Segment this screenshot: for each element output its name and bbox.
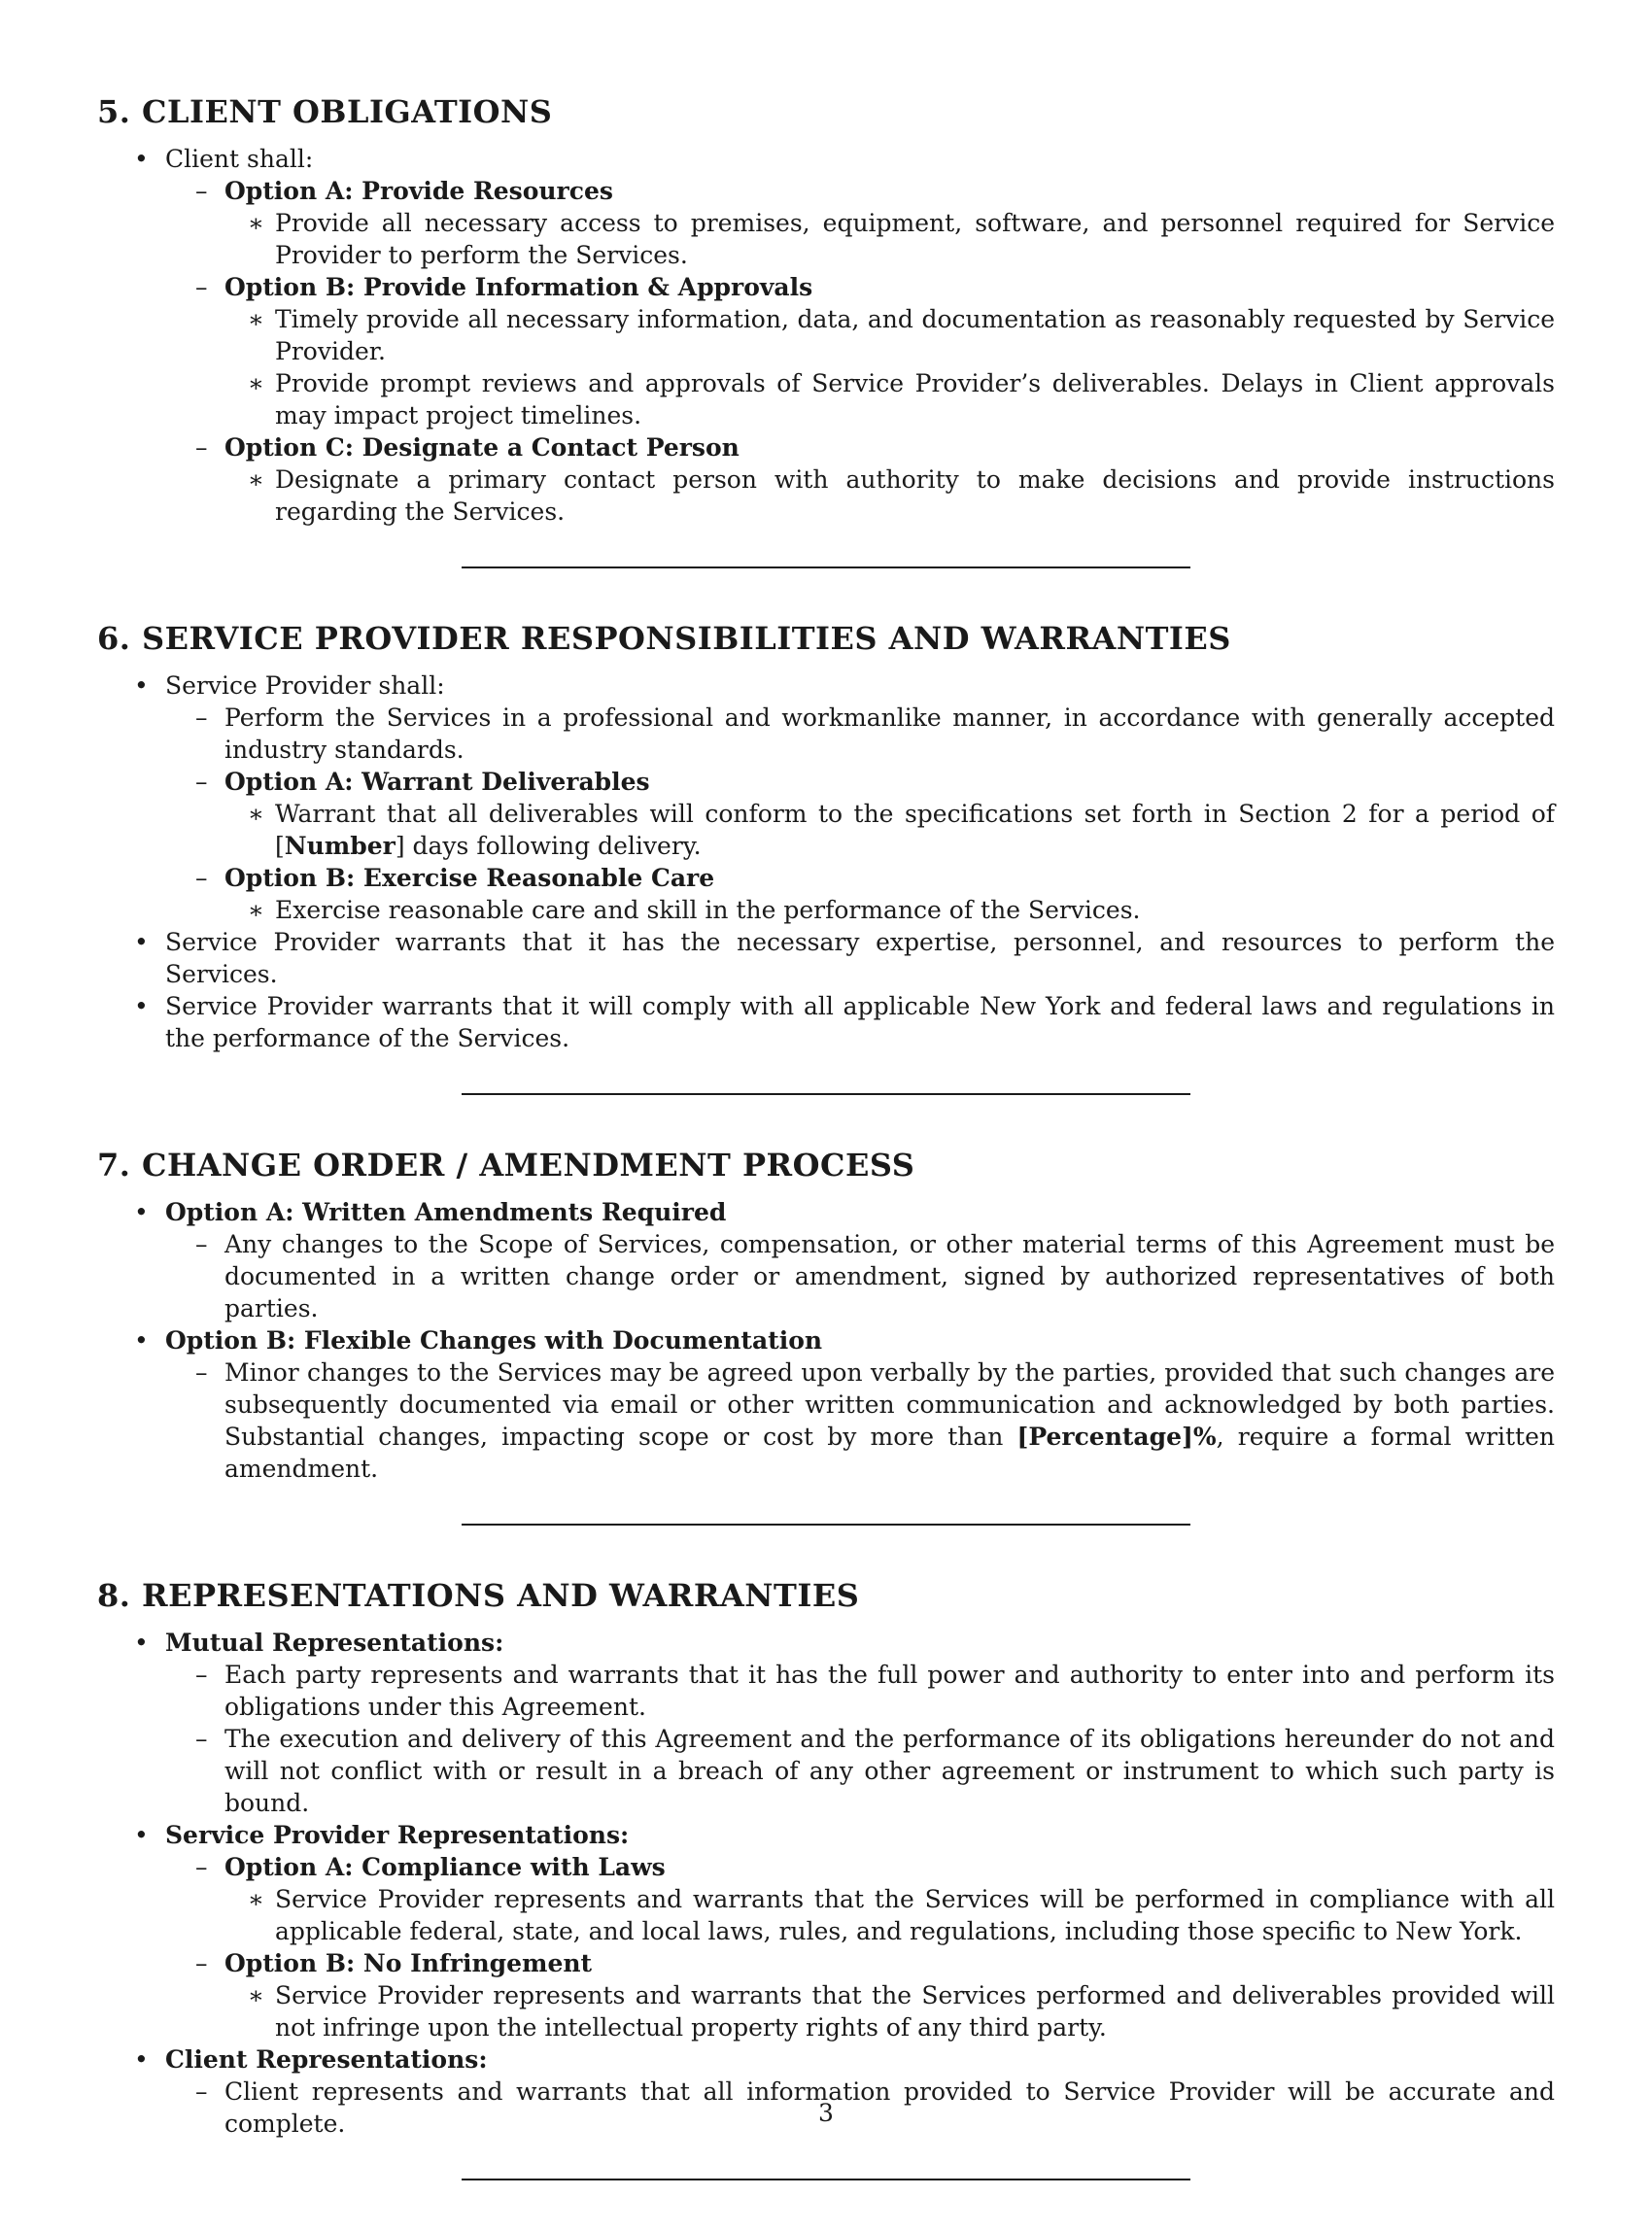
section-divider <box>462 1093 1190 1095</box>
placeholder-percentage: [Percentage]% <box>1016 1423 1217 1451</box>
option-text: Minor changes to the Services may be agreed upon verbally by the parties, provided that such changes are subsequently documented via email or other written communication and acknowledged by both parties. Substantial changes, impacting scope or cost by more than <box>224 1358 1555 1451</box>
option-item <box>165 1851 1555 1947</box>
sub-list <box>224 303 1555 431</box>
option-list <box>165 1228 1555 1324</box>
group-label: Service Provider Representations: <box>165 1821 630 1849</box>
option-item: – The execution and delivery of this Agreement and the performance of its obligations hereunder do not and will not conflict with or result in a breach of any other agreement or instrument to which such party is bound. <box>165 1723 1555 1819</box>
section-divider <box>462 2179 1190 2180</box>
list-item: • Service Provider warrants that it has the necessary expertise, personnel, and resources to perform the Services. <box>97 926 1555 990</box>
section-title: CLIENT OBLIGATIONS <box>142 93 553 130</box>
section-heading <box>97 1146 1555 1184</box>
bullet-list <box>97 143 1555 528</box>
section-title: CHANGE ORDER / AMENDMENT PROCESS <box>142 1147 915 1184</box>
page-number: 3 <box>818 2099 834 2127</box>
section-7 <box>97 1146 1555 1485</box>
sub-item: ∗ Service Provider represents and warrants that the Services performed and deliverables provided will not infringe upon the intellectual property rights of any third party. <box>224 1979 1555 2043</box>
section-8 <box>97 1576 1555 2140</box>
section-heading <box>97 1576 1555 1615</box>
section-heading <box>97 619 1555 658</box>
option-item <box>165 862 1555 926</box>
intro-text: Client shall: <box>165 145 314 173</box>
option-label: Option A: Provide Resources <box>224 177 613 205</box>
document-page <box>97 92 1555 2231</box>
option-item <box>165 271 1555 431</box>
intro-text: Service Provider shall: <box>165 671 445 700</box>
bullet-list <box>97 1196 1555 1485</box>
option-item: – Perform the Services in a professional and workmanlike manner, in accordance with generally accepted industry standards. <box>165 702 1555 766</box>
section-number: 6. <box>97 620 131 657</box>
sub-item: ∗ Service Provider represents and warrants that the Services will be performed in compliance with all applicable federal, state, and local laws, rules, and regulations, including those specific to New York. <box>224 1883 1555 1947</box>
option-label: Option B: Exercise Reasonable Care <box>224 864 715 892</box>
option-label: Option B: Flexible Changes with Documentation <box>165 1326 823 1355</box>
section-divider <box>462 566 1190 568</box>
option-item <box>165 431 1555 528</box>
section-title: REPRESENTATIONS AND WARRANTIES <box>142 1577 860 1614</box>
option-item <box>165 1356 1555 1485</box>
sub-list <box>224 1979 1555 2043</box>
option-label: Option A: Compliance with Laws <box>224 1853 666 1881</box>
option-item <box>165 175 1555 271</box>
option-list <box>165 175 1555 528</box>
group-label: Client Representations: <box>165 2045 488 2074</box>
sub-item: ∗ Provide all necessary access to premises, equipment, software, and personnel required for Service Provider to perform the Services. <box>224 207 1555 271</box>
bullet-list <box>97 669 1555 1054</box>
list-item <box>97 669 1555 926</box>
list-item <box>97 1196 1555 1324</box>
section-number: 7. <box>97 1147 131 1184</box>
option-item: – Client represents and warrants that all information provided to Service Provider will be accurate and complete. <box>165 2076 1555 2140</box>
option-text: , require a formal written amendment. <box>224 1423 1555 1483</box>
option-item <box>165 1947 1555 2043</box>
list-item <box>97 143 1555 528</box>
option-label: Option B: No Infringement <box>224 1949 593 1977</box>
sub-list <box>224 798 1555 862</box>
sub-list <box>224 463 1555 528</box>
option-item <box>165 766 1555 862</box>
list-item <box>97 1324 1555 1485</box>
section-5 <box>97 92 1555 528</box>
list-item <box>97 1627 1555 1819</box>
sub-list <box>224 207 1555 271</box>
option-list <box>165 702 1555 926</box>
sub-item-text: Warrant that all deliverables will conform to the specifications set forth in Section 2 for a period of [ <box>275 800 1555 860</box>
sub-item: ∗ Exercise reasonable care and skill in the performance of the Services. <box>224 894 1555 926</box>
section-6 <box>97 619 1555 1054</box>
option-label: Option C: Designate a Contact Person <box>224 433 740 462</box>
section-divider <box>462 1524 1190 1526</box>
option-label: Option A: Warrant Deliverables <box>224 768 650 796</box>
section-number: 8. <box>97 1577 131 1614</box>
option-label: Option A: Written Amendments Required <box>165 1198 727 1226</box>
sub-item: ∗ Provide prompt reviews and approvals of Service Provider’s deliverables. Delays in Client approvals may impact project timelines. <box>224 367 1555 431</box>
option-item: – Each party represents and warrants that it has the full power and authority to enter into and perform its obligations under this Agreement. <box>165 1659 1555 1723</box>
option-list <box>165 1356 1555 1485</box>
sub-list <box>224 1883 1555 1947</box>
sub-item: ∗ Timely provide all necessary information, data, and documentation as reasonably requested by Service Provider. <box>224 303 1555 367</box>
option-item: – Any changes to the Scope of Services, compensation, or other material terms of this Agreement must be documented in a written change order or amendment, signed by authorized representatives of both parties. <box>165 1228 1555 1324</box>
section-title: SERVICE PROVIDER RESPONSIBILITIES AND WARRANTIES <box>142 620 1231 657</box>
option-list <box>165 1851 1555 2043</box>
sub-item: ∗ Designate a primary contact person with authority to make decisions and provide instructions regarding the Services. <box>224 463 1555 528</box>
bullet-list <box>97 1627 1555 2140</box>
option-list <box>165 1659 1555 1819</box>
option-label: Option B: Provide Information & Approvals <box>224 273 813 301</box>
placeholder-number: Number <box>284 832 396 860</box>
sub-list <box>224 894 1555 926</box>
list-item <box>97 1819 1555 2043</box>
section-heading <box>97 92 1555 131</box>
group-label: Mutual Representations: <box>165 1629 504 1657</box>
section-number: 5. <box>97 93 131 130</box>
sub-item-text: ] days following delivery. <box>395 832 702 860</box>
list-item: • Service Provider warrants that it will comply with all applicable New York and federal laws and regulations in the performance of the Services. <box>97 990 1555 1054</box>
sub-item <box>224 798 1555 862</box>
